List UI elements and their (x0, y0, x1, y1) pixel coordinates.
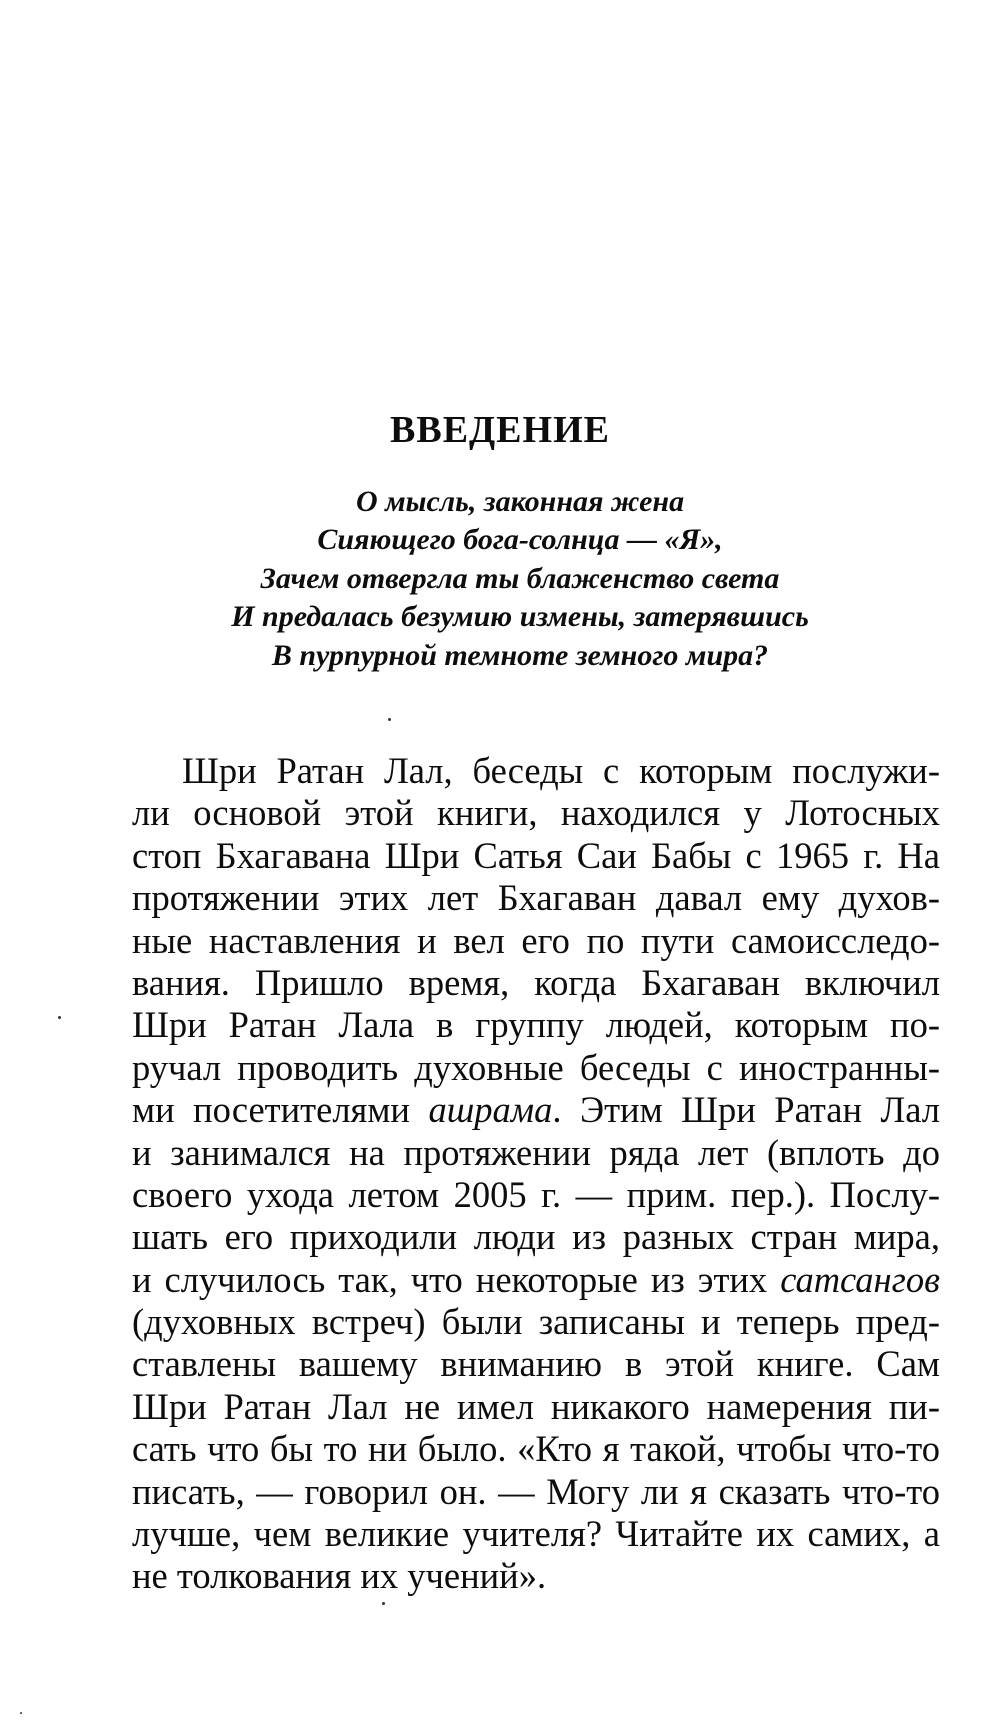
text-line: лучше, чем великие учителя? Читайте их самих, а (132, 1513, 940, 1555)
text-line: (духовных встреч) были записаны и теперь пред- (132, 1301, 940, 1343)
text-line: ручал проводить духовные беседы с иностранны- (132, 1046, 940, 1088)
text-line: Шри Ратан Лал, беседы с которым послужи- (182, 750, 940, 791)
text-line (132, 1259, 940, 1301)
epigraph (150, 483, 890, 675)
epigraph-line: И предалась безумию измены, затерявшись (231, 600, 809, 634)
epigraph-line: О мысль, законная жена (355, 485, 685, 518)
text-line (132, 1089, 940, 1131)
epigraph-line: Зачем отвергла ты блаженство света (260, 561, 780, 595)
text-line: не толкования их учений». (132, 1555, 547, 1597)
scan-speck (382, 1602, 385, 1605)
text-line: Шри Ратан Лал не имел никакого намерения пи- (132, 1385, 940, 1427)
text-line: своего ухода летом 2005 г. — прим. пер.). Послу- (132, 1173, 940, 1215)
body-paragraph (132, 750, 940, 1598)
text-line: протяжении этих лет Бхагаван давал ему духов- (132, 877, 940, 919)
text-line: ставлены вашему вниманию в этой книге. Сам (132, 1343, 940, 1385)
text-line: шать его приходили люди из разных стран мира, (132, 1216, 940, 1258)
scan-speck (388, 718, 391, 721)
italic-term: ашрама (428, 1089, 553, 1131)
text-line: писать, — говорил он. — Могу ли я сказать что-то (132, 1470, 940, 1512)
epigraph-line: Сияющего бога-солнца — «Я», (317, 523, 723, 557)
text-line: сать что бы то ни было. «Кто я такой, чтобы что-то (132, 1428, 940, 1470)
epigraph-line: В пурпурной темноте земного мира? (271, 638, 769, 672)
text-line: Шри Ратан Лала в группу людей, которым по- (132, 1004, 940, 1046)
text-segment: и случилось так, что некоторые из этих (132, 1258, 781, 1300)
text-segment: ми посетителями (132, 1089, 429, 1131)
text-line: вания. Пришло время, когда Бхагаван включил (132, 961, 940, 1003)
text-line: и занимался на протяжении ряда лет (вплоть до (132, 1131, 940, 1173)
text-line: ные наставления и вел его по пути самоисследо- (132, 919, 940, 961)
scan-speck (58, 1016, 61, 1019)
scan-speck (20, 1712, 22, 1714)
text-line: ли основой этой книги, находился у Лотосных (132, 792, 940, 834)
chapter-heading: ВВЕДЕНИЕ (390, 409, 610, 451)
text-segment: . Этим Шри Ратан Лал (552, 1089, 940, 1131)
italic-term: сатсангов (780, 1258, 940, 1300)
text-line: стоп Бхагавана Шри Сатья Саи Бабы с 1965 г. На (132, 834, 940, 876)
